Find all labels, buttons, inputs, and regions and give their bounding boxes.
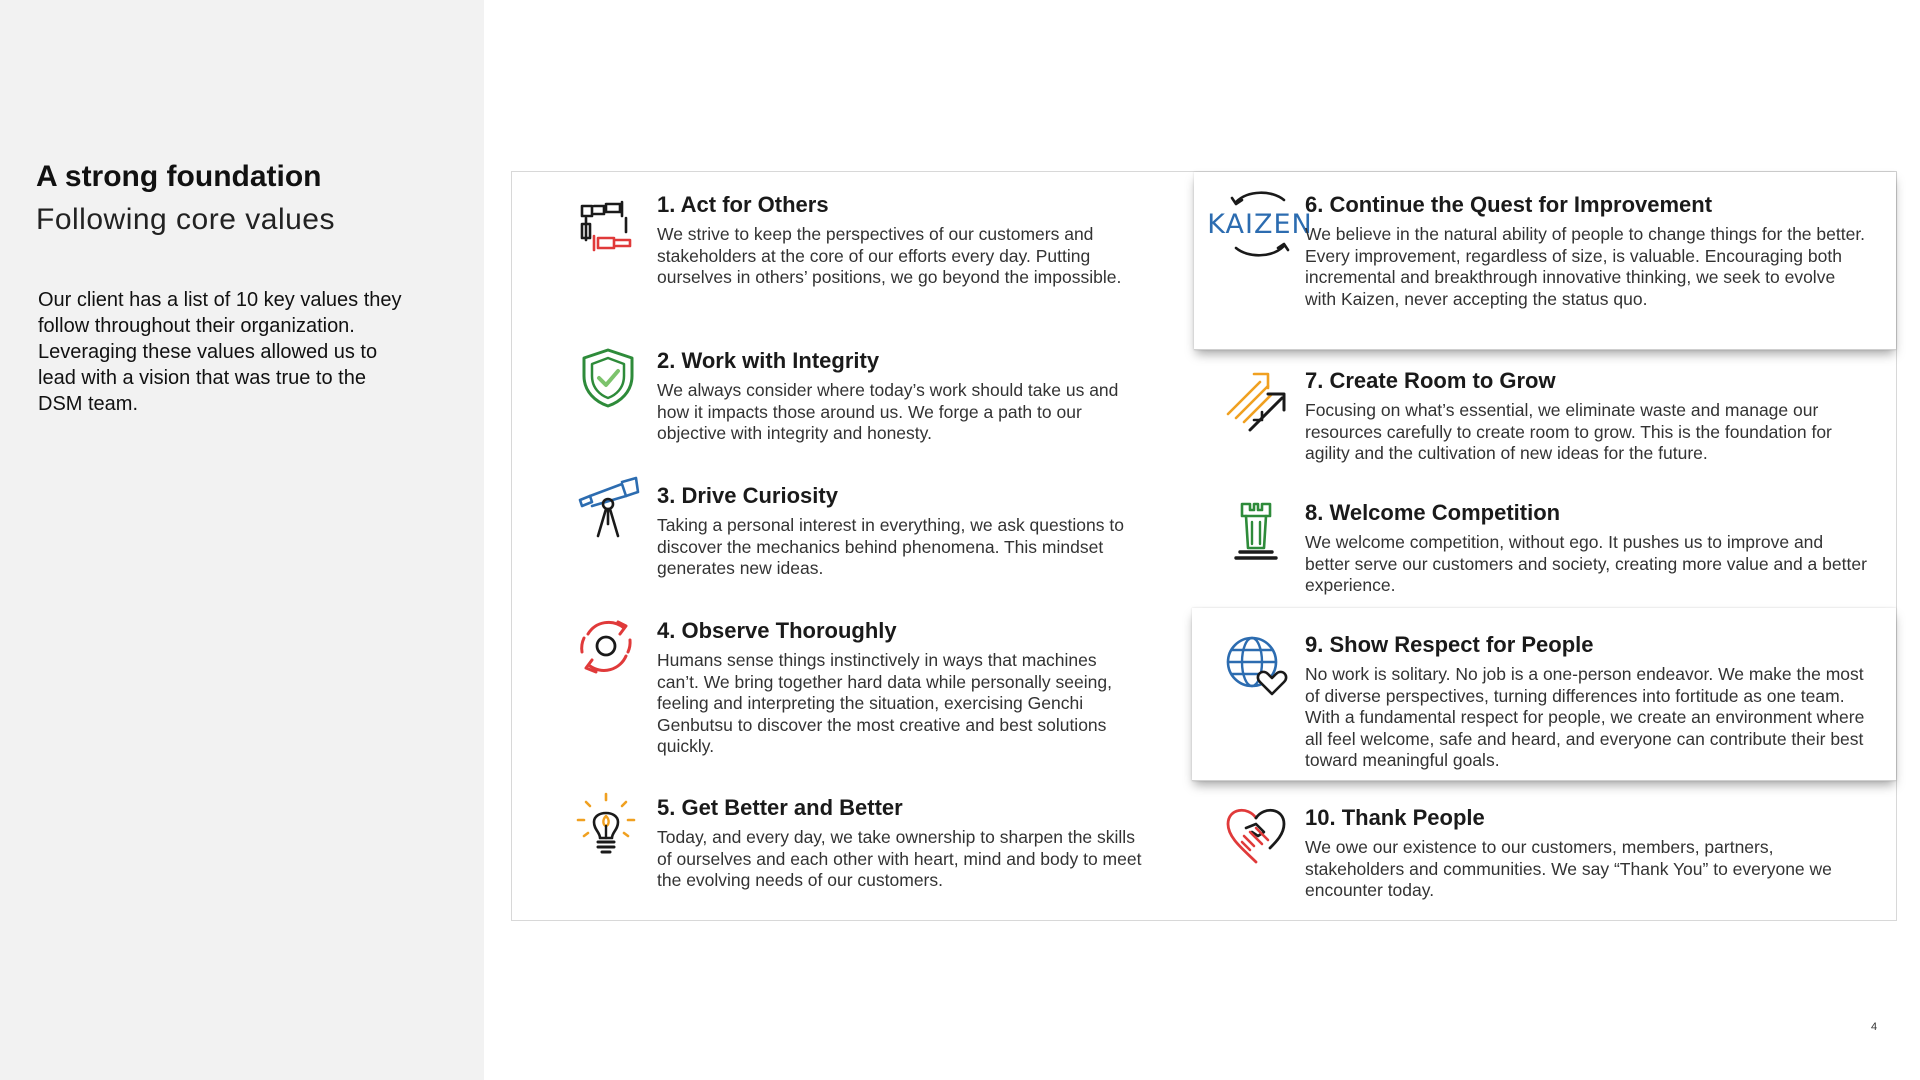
page-subtitle: Following core values xyxy=(36,203,335,236)
arrows-up-icon xyxy=(1224,370,1288,434)
value-title: 7. Create Room to Grow xyxy=(1305,368,1556,393)
value-title: 5. Get Better and Better xyxy=(657,795,903,820)
sidebar xyxy=(0,0,484,1080)
value-description: We owe our existence to our customers, members, partners, stakeholders and communities. We say “Thank You” to everyone we encounter today. xyxy=(1305,837,1832,900)
value-description: We believe in the natural ability of people to change things for the better. Every improvement, regardless of size, is valuable. Encouraging both incremental and breakthrough innovative thinking, we seek to evolve with Kaizen, never accepting the status quo. xyxy=(1305,224,1866,309)
telescope-icon xyxy=(576,478,640,542)
value-description: We always consider where today’s work should take us and how it impacts those around us. We forge a path to our objective with integrity and honesty. xyxy=(657,380,1119,443)
intro-paragraph: Our client has a list of 10 key values they follow throughout their organization. Leveraging these values allowed us to lead with a vision that was true to the DSM team. xyxy=(38,289,402,415)
value-title: 4. Observe Thoroughly xyxy=(657,618,897,643)
value-title: 8. Welcome Competition xyxy=(1305,500,1561,525)
globe-heart-icon xyxy=(1224,634,1288,698)
shield-check-icon xyxy=(576,346,640,410)
kaizen-icon xyxy=(1207,192,1313,256)
page-title: A strong foundation xyxy=(36,160,322,193)
value-description: We welcome competition, without ego. It pushes us to improve and better serve our customers and society, creating more value and a better experience. xyxy=(1305,532,1867,595)
hands-icon xyxy=(576,194,640,258)
kaizen-word: KAIZEN xyxy=(1207,209,1313,240)
page-number: 4 xyxy=(1871,1021,1878,1033)
heart-handshake-icon xyxy=(1224,804,1288,868)
value-title: 9. Show Respect for People xyxy=(1305,632,1594,657)
chess-rook-icon xyxy=(1224,500,1288,564)
cycle-eye-icon xyxy=(574,614,638,678)
core-values-panel xyxy=(511,171,1897,921)
value-description: We strive to keep the perspectives of our customers and stakeholders at the core of our efforts every day. Putting ourselves in others’ positions, we go beyond the impossible. xyxy=(657,224,1122,287)
value-description: Humans sense things instinctively in ways that machines can’t. We bring together hard data while personally seeing, feeling and interpreting the situation, exercising Genchi Genbutsu to discover the most creative and best solutions quickly. xyxy=(657,650,1112,756)
value-description: Focusing on what’s essential, we eliminate waste and manage our resources carefully to create room to grow. This is the foundation for agility and the cultivation of new ideas for the future. xyxy=(1305,400,1832,463)
value-title: 1. Act for Others xyxy=(657,192,829,217)
value-title: 6. Continue the Quest for Improvement xyxy=(1305,192,1713,217)
value-description: No work is solitary. No job is a one-person endeavor. We make the most of diverse perspectives, turning differences into fortitude as one team. With a fundamental respect for people, we create an environment where all feel welcome, safe and heard, and everyone can contribute their best toward meaningful goals. xyxy=(1305,664,1865,770)
value-title: 2. Work with Integrity xyxy=(657,348,880,373)
value-title: 10. Thank People xyxy=(1305,805,1485,830)
value-title: 3. Drive Curiosity xyxy=(657,483,838,508)
value-description: Today, and every day, we take ownership to sharpen the skills of ourselves and each other with heart, mind and body to meet the evolving needs of our customers. xyxy=(657,827,1142,890)
lightbulb-icon xyxy=(574,792,638,856)
value-description: Taking a personal interest in everything, we ask questions to discover the mechanics behind phenomena. This mindset generates new ideas. xyxy=(657,515,1124,578)
